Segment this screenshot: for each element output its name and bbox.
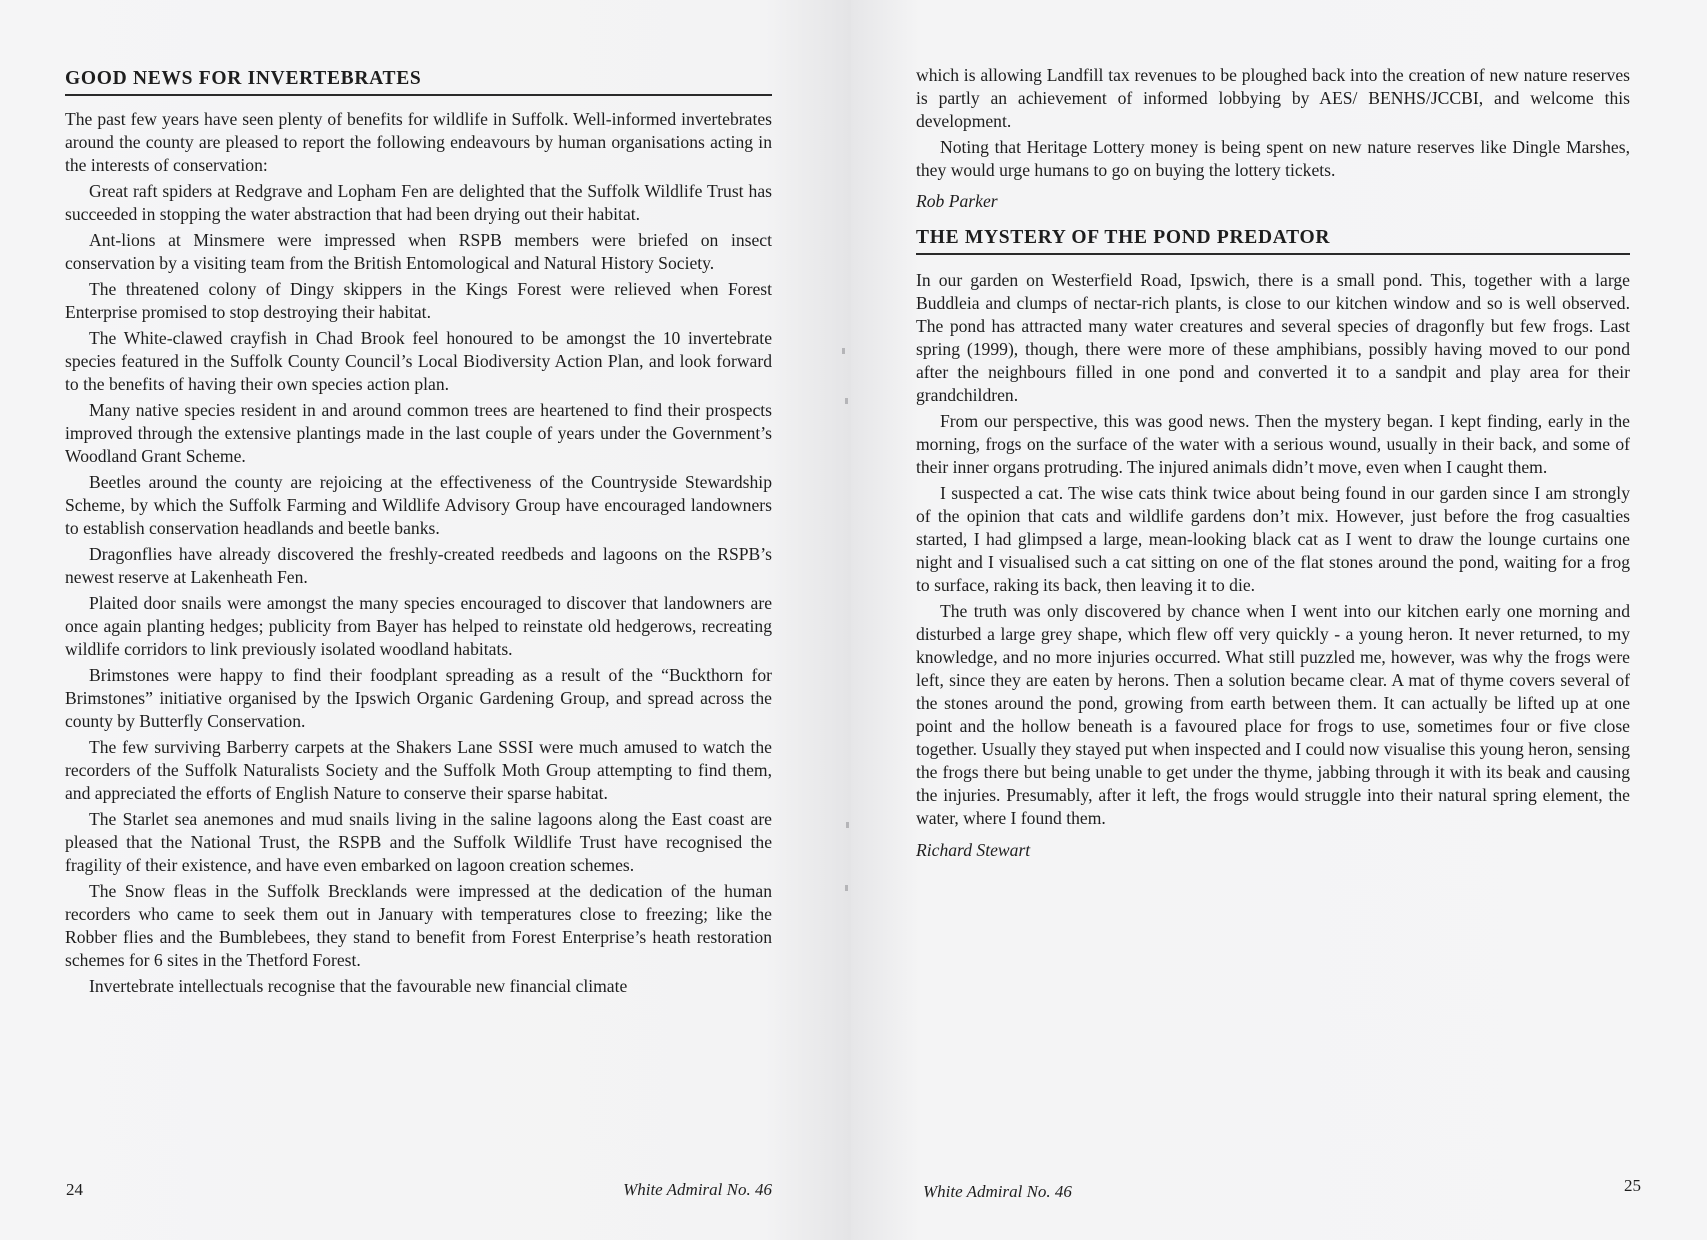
paragraph: The few surviving Barberry carpets at the Shakers Lane SSSI were much amused to watch the recorders of the Suffolk Naturalists Society and the Suffolk Moth Group attempting to find them, and appreciated the efforts of English Nature to conserve their sparse habitat. <box>65 737 772 803</box>
paragraph: Plaited door snails were amongst the many species encouraged to discover that landowners are once again planting hedges; publicity from Bayer has helped to reinstate old hedgerows, recreating wildlife corridors to link previously isolated woodland habitats. <box>65 593 772 659</box>
page-number-left: 24 <box>66 1180 83 1199</box>
author-byline: Richard Stewart <box>916 840 1031 860</box>
paragraph: The truth was only discovered by chance when I went into our kitchen early one morning and disturbed a large grey shape, which flew off very quickly - a young heron. It never returned, to my knowledge, and no more injuries occurred. What still puzzled me, however, was why the frogs were left, since they are eaten by herons. Then a solution became clear. A mat of thyme covers several of the stones around the pond, growing from earth between them. It can actually be lifted up at one point and the hollow beneath is a favoured place for frogs to use, sometimes four or five close together. Usually they stayed put when inspected and I could now visualise this young heron, sensing the frogs there but being unable to get under the thyme, jabbing through it with its beak and causing the injuries. Presumably, after it left, the frogs would struggle into their natural spring element, the water, where I found them. <box>916 601 1630 828</box>
gutter-mark <box>846 822 849 828</box>
paragraph: The Snow fleas in the Suffolk Brecklands were impressed at the dedication of the human recorders who came to seek them out in January with temperatures close to freezing; like the Robber flies and the Bumblebees, they stand to benefit from Forest Enterprise’s heath restoration schemes for 6 sites in the Thetford Forest. <box>65 881 772 970</box>
left-page <box>0 0 851 1240</box>
right-page <box>851 0 1707 1240</box>
page-number-right: 25 <box>1624 1176 1641 1195</box>
article-heading-invertebrates: GOOD NEWS FOR INVERTEBRATES <box>65 68 772 96</box>
paragraph: Dragonflies have already discovered the freshly-created reedbeds and lagoons on the RSPB’s newest reserve at Lakenheath Fen. <box>65 544 772 587</box>
gutter-mark <box>845 398 848 404</box>
paragraph: Great raft spiders at Redgrave and Lopham Fen are delighted that the Suffolk Wildlife Trust has succeeded in stopping the water abstraction that had been drying out their habitat. <box>65 181 772 224</box>
paragraph: From our perspective, this was good news. Then the mystery began. I kept finding, early in the morning, frogs on the surface of the water with a serious wound, usually in their back, and some of their inner organs protruding. The injured animals didn’t move, even when I caught them. <box>916 411 1630 477</box>
left-column <box>65 68 772 998</box>
paragraph: The threatened colony of Dingy skippers in the Kings Forest were relieved when Forest Enterprise promised to stop destroying their habitat. <box>65 279 772 322</box>
article-heading-pond-predator: THE MYSTERY OF THE POND PREDATOR <box>916 227 1630 255</box>
paragraph: In our garden on Westerfield Road, Ipswich, there is a small pond. This, together with a large Buddleia and clumps of nectar-rich plants, is close to our kitchen window and so is well observed. The pond has attracted many water creatures and several species of dragonfly but few frogs. Last spring (1999), though, there were more of these amphibians, possibly having moved to our pond after the neighbours filled in one pond and converted it to a sandpit and play area for their grandchildren. <box>916 270 1630 405</box>
paragraph: which is allowing Landfill tax revenues to be ploughed back into the creation of new nature reserves is partly an achievement of informed lobbying by AES/ BENHS/JCCBI, and welcome this development. <box>916 65 1630 131</box>
gutter-mark <box>845 885 848 891</box>
paragraph: The Starlet sea anemones and mud snails living in the saline lagoons along the East coast are pleased that the National Trust, the RSPB and the Suffolk Wildlife Trust have recognised the fragility of their existence, and have even embarked on lagoon creation schemes. <box>65 809 772 875</box>
paragraph: Beetles around the county are rejoicing at the effectiveness of the Countryside Stewardship Scheme, by which the Suffolk Farming and Wildlife Advisory Group have encouraged landowners to establish conservation headlands and beetle banks. <box>65 472 772 538</box>
paragraph: The White-clawed crayfish in Chad Brook feel honoured to be amongst the 10 invertebrate species featured in the Suffolk County Council’s Local Biodiversity Action Plan, and look forward to the benefits of having their own species action plan. <box>65 328 772 394</box>
running-footer-left: White Admiral No. 46 <box>623 1180 772 1199</box>
paragraph: Many native species resident in and around common trees are heartened to find their prospects improved through the extensive plantings made in the last couple of years under the Government’s Woodland Grant Scheme. <box>65 400 772 466</box>
paragraph: Noting that Heritage Lottery money is being spent on new nature reserves like Dingle Marshes, they would urge humans to go on buying the lottery tickets. <box>916 137 1630 180</box>
paragraph: Ant-lions at Minsmere were impressed when RSPB members were briefed on insect conservation by a visiting team from the British Entomological and Natural History Society. <box>65 230 772 273</box>
paragraph: Brimstones were happy to find their foodplant spreading as a result of the “Buckthorn for Brimstones” initiative organised by the Ipswich Organic Gardening Group, and spread across the county by Butterfly Conservation. <box>65 665 772 731</box>
paragraph: I suspected a cat. The wise cats think twice about being found in our garden since I am strongly of the opinion that cats and wildlife gardens don’t mix. However, just before the frog casualties started, I had glimpsed a large, mean-looking black cat as I went to draw the lounge curtains one night and I visualised such a cat sitting on one of the flat stones around the pond, waiting for a frog to surface, raking its back, then leaving it to die. <box>916 483 1630 595</box>
paragraph: The past few years have seen plenty of benefits for wildlife in Suffolk. Well-informed invertebrates around the county are pleased to report the following endeavours by human organisations acting in the interests of conservation: <box>65 109 772 175</box>
running-footer-right: White Admiral No. 46 <box>923 1182 1072 1201</box>
paragraph: Invertebrate intellectuals recognise that the favourable new financial climate <box>89 976 628 996</box>
gutter-mark <box>842 348 845 354</box>
right-column <box>916 64 1630 862</box>
author-byline: Rob Parker <box>916 191 998 211</box>
